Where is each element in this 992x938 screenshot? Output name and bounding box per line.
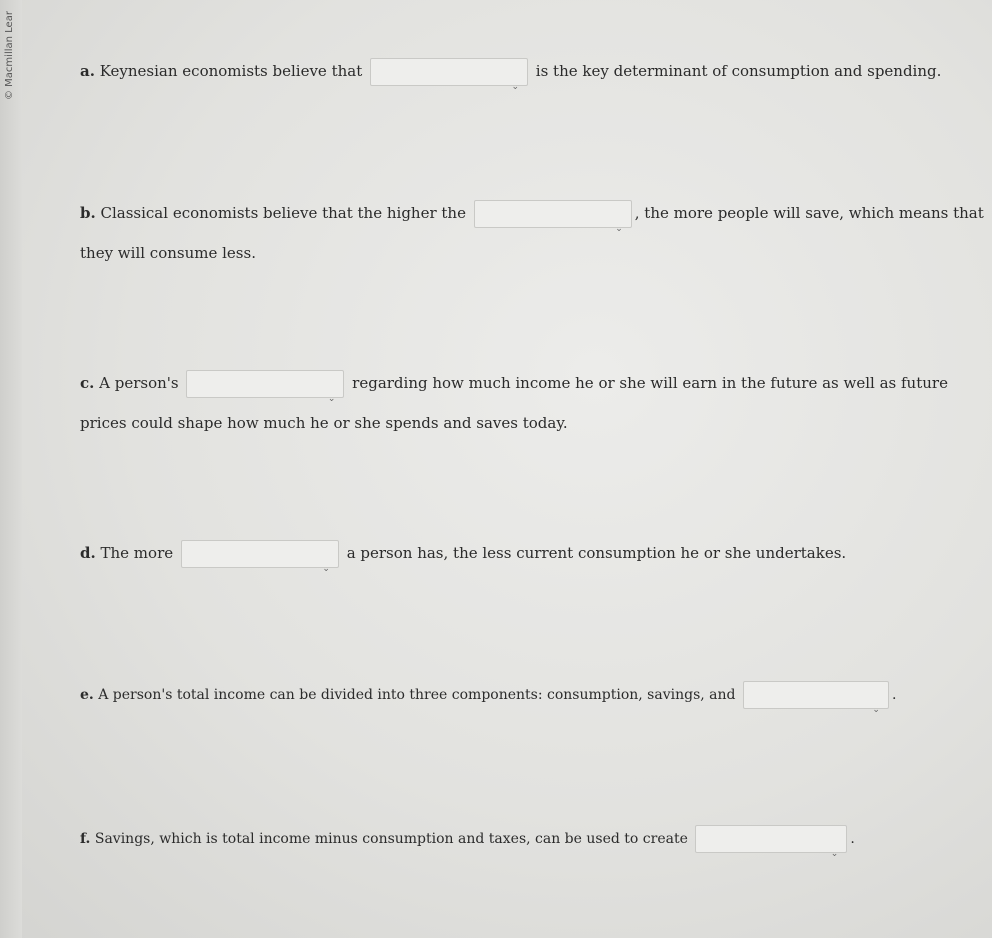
- question-letter: d.: [80, 544, 96, 562]
- question-text-before: Savings, which is total income minus consumption and taxes, can be used to create: [94, 831, 688, 847]
- question-text-after: .: [891, 687, 897, 703]
- answer-dropdown-c[interactable]: [186, 370, 344, 404]
- question-c: [80, 362, 948, 404]
- question-text-after: regarding how much income he or she will earn in the future as well as future: [352, 374, 948, 392]
- question-text-after: is the key determinant of consumption and spending.: [535, 62, 942, 80]
- answer-dropdown-b[interactable]: [474, 200, 632, 234]
- question-letter: f.: [80, 831, 91, 847]
- question-text-after: .: [850, 831, 855, 847]
- copyright-watermark: © Macmillan Lear: [4, 11, 15, 100]
- question-text-before: A person's: [99, 374, 179, 392]
- question-letter: a.: [80, 62, 95, 80]
- question-text-after: a person has, the less current consumption he or she undertakes.: [346, 544, 847, 562]
- chevron-down-icon: ⌄: [872, 705, 880, 715]
- question-e: [80, 674, 896, 716]
- chevron-down-icon: ⌄: [327, 394, 336, 404]
- question-letter: b.: [80, 204, 96, 222]
- question-b: [80, 192, 984, 234]
- question-text-after: , the more people will save, which means that: [634, 204, 984, 222]
- question-text-before: A person's total income can be divided into three components: consumption, savings, and: [98, 687, 736, 703]
- chevron-down-icon: ⌄: [615, 224, 623, 234]
- left-edge-strip: [0, 0, 22, 938]
- question-letter: c.: [80, 374, 95, 392]
- answer-dropdown-e[interactable]: [743, 681, 889, 715]
- question-letter: e.: [80, 687, 94, 703]
- question-text-before: Keynesian economists believe that: [99, 62, 363, 80]
- question-text-before: Classical economists believe that the higher the: [100, 204, 466, 222]
- chevron-down-icon: ⌄: [830, 849, 839, 859]
- answer-dropdown-a[interactable]: [370, 58, 528, 92]
- answer-dropdown-f[interactable]: [695, 825, 847, 859]
- question-b-continuation: they will consume less.: [80, 244, 256, 262]
- question-text-before: The more: [100, 544, 174, 562]
- question-d: [80, 532, 846, 574]
- question-f: [80, 818, 855, 860]
- chevron-down-icon: ⌄: [322, 564, 330, 574]
- answer-dropdown-d[interactable]: [181, 540, 339, 574]
- question-c-continuation: prices could shape how much he or she spends and saves today.: [80, 414, 568, 432]
- question-a: [80, 50, 941, 92]
- chevron-down-icon: ⌄: [511, 82, 520, 92]
